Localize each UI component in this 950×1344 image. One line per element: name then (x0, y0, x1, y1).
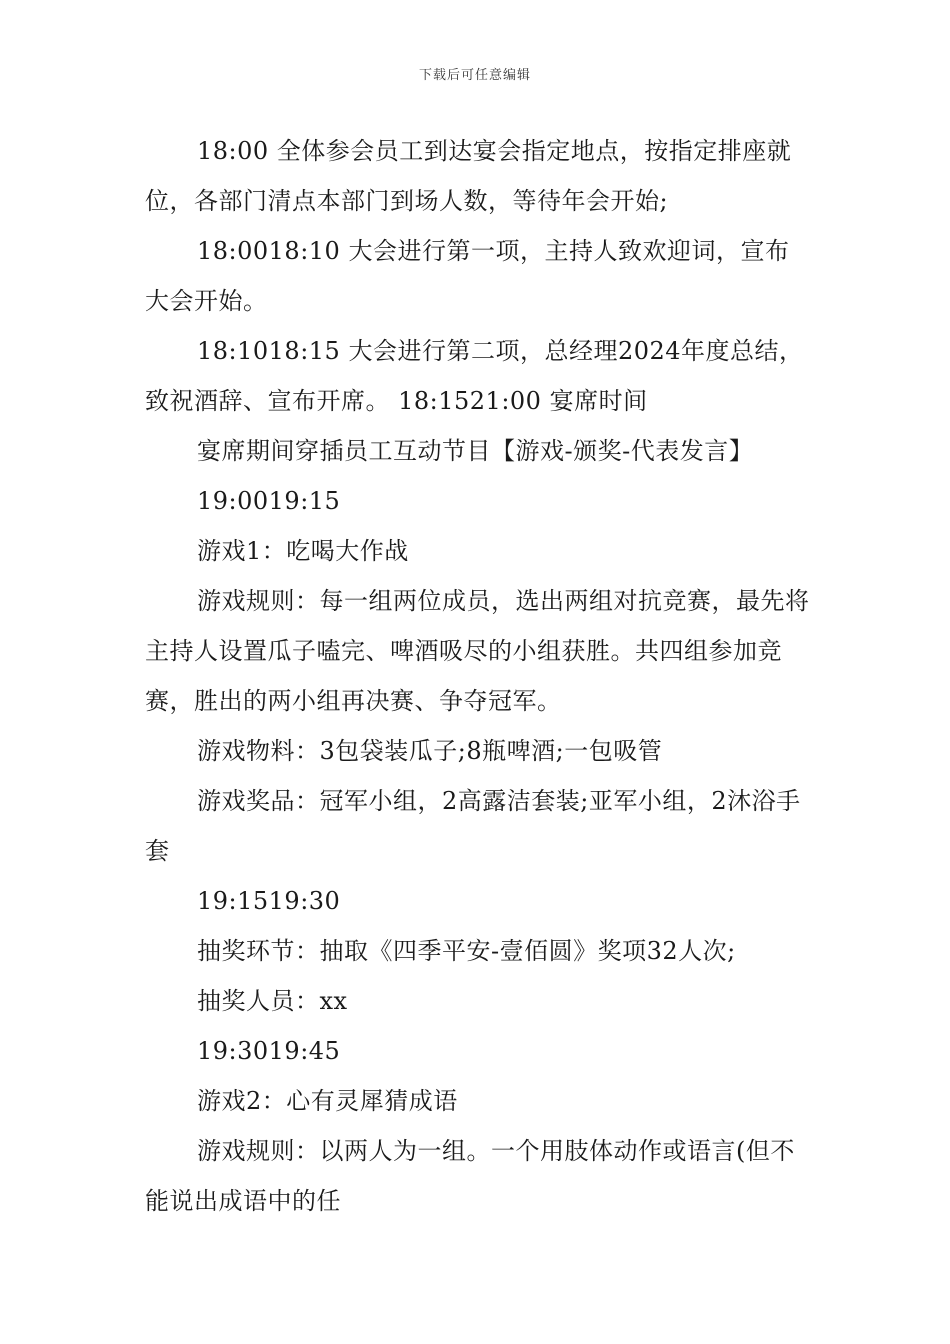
document-body (145, 126, 810, 1226)
paragraph-game-2-title: 游戏2：心有灵犀猜成语 (197, 1087, 458, 1115)
paragraph-time-1900: 19:0019:15 (197, 487, 341, 515)
paragraph-game-1-rules: 游戏规则：每一组两位成员，选出两组对抗竞赛，最先将主持人设置瓜子嗑完、啤酒吸尽的小组获胜。共四组参加竞赛，胜出的两小组再决赛、争夺冠军。 (145, 587, 810, 715)
paragraph-game-1-title: 游戏1：吃喝大作战 (197, 537, 409, 565)
header-note: 下载后可任意编辑 (418, 68, 531, 83)
paragraph-item-2: 18:1018:15 大会进行第二项，总经理2024年度总结，致祝酒辞、宣布开席。 18:1521:00 宴席时间 (145, 337, 804, 415)
paragraph-banquet-program: 宴席期间穿插员工互动节目【游戏-颁奖-代表发言】 (197, 437, 754, 465)
paragraph-time-1930: 19:3019:45 (197, 1037, 341, 1065)
paragraph-lottery-staff: 抽奖人员：xx (197, 987, 348, 1015)
paragraph-game-2-rules: 游戏规则：以两人为一组。一个用肢体动作或语言(但不能说出成语中的任 (145, 1137, 795, 1215)
paragraph-lottery: 抽奖环节：抽取《四季平安-壹佰圆》奖项32人次; (197, 937, 736, 965)
paragraph-arrival: 18:00 全体参会员工到达宴会指定地点，按指定排座就位，各部门清点本部门到场人数，等待年会开始; (145, 137, 792, 215)
paragraph-time-1915: 19:1519:30 (197, 887, 341, 915)
paragraph-game-1-prizes: 游戏奖品：冠军小组，2高露洁套装;亚军小组，2沐浴手套 (145, 787, 801, 865)
paragraph-item-1: 18:0018:10 大会进行第一项，主持人致欢迎词，宣布大会开始。 (145, 237, 790, 315)
paragraph-game-1-materials: 游戏物料：3包袋装瓜子;8瓶啤酒;一包吸管 (197, 737, 663, 765)
